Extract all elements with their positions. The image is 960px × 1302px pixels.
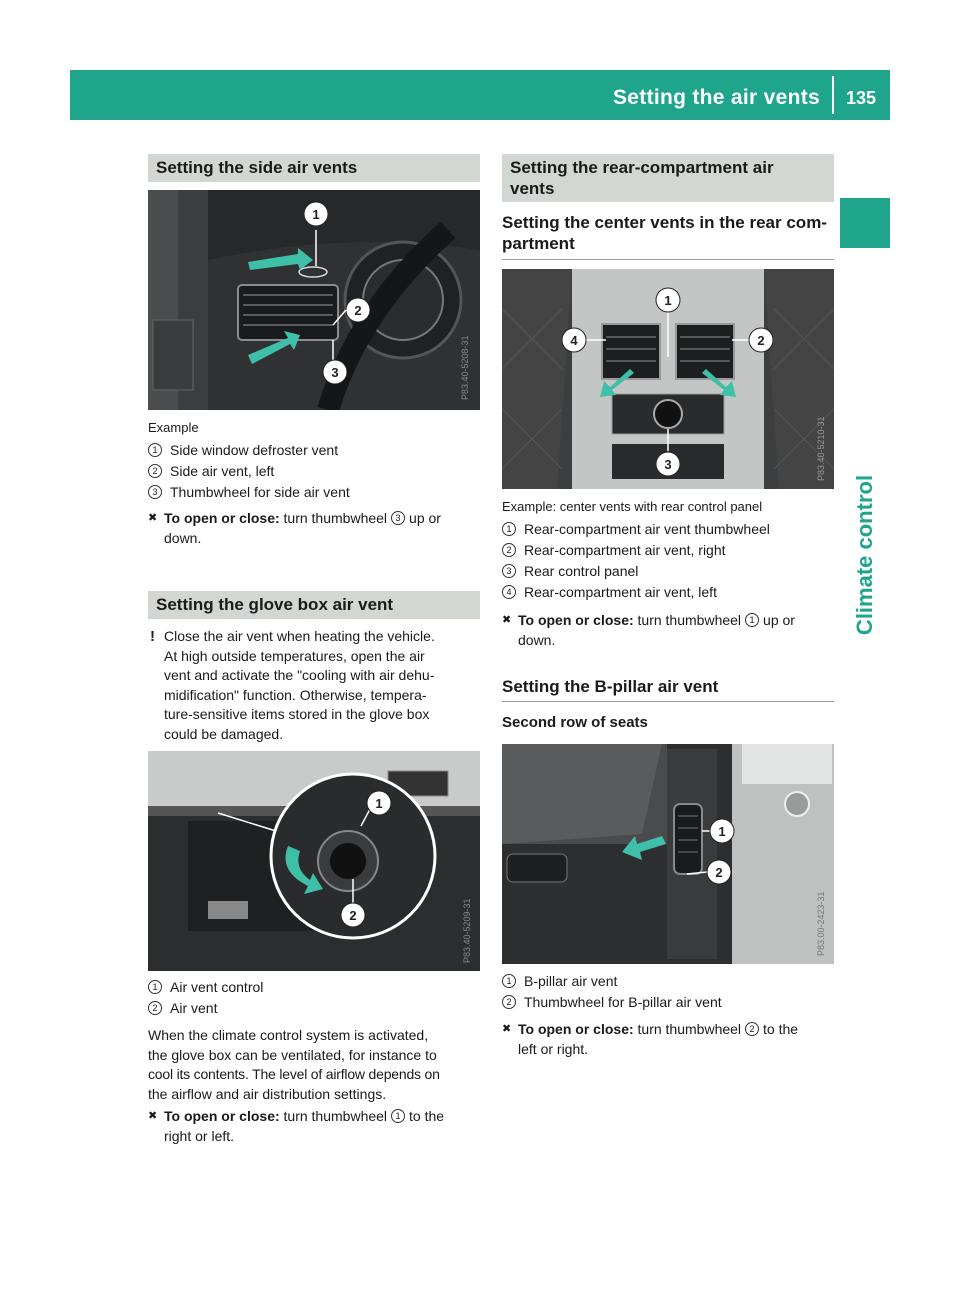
callout-number: 1	[148, 443, 162, 457]
svg-text:3: 3	[331, 365, 339, 380]
header-divider	[832, 76, 834, 114]
legend-text: Rear-compartment air vent, left	[524, 584, 717, 600]
chapter-label: Climate control	[852, 474, 877, 636]
callout-number: 1	[391, 1109, 405, 1123]
svg-text:2: 2	[715, 865, 723, 880]
subsection-heading: Setting the B-pillar air vent	[502, 677, 719, 696]
warning-icon: !	[150, 628, 155, 645]
svg-text:4: 4	[570, 333, 578, 348]
section-title: Setting the glove box air vent	[156, 595, 394, 614]
svg-text:1: 1	[375, 796, 383, 811]
photo-code: P83.40-5210-31	[816, 416, 826, 481]
callout-number: 4	[502, 585, 516, 599]
photo-code: P83.40-5208-31	[460, 335, 470, 400]
callout-number: 1	[502, 974, 516, 988]
legend-text: Thumbwheel for side air vent	[170, 484, 350, 500]
legend-item	[148, 461, 480, 482]
svg-text:2: 2	[354, 303, 362, 318]
legend-text: Thumbwheel for B-pillar air vent	[524, 994, 722, 1010]
b-pillar-vent-photo	[502, 744, 834, 964]
callout-number: 1	[745, 613, 759, 627]
instruction-arrow-icon: ✖	[148, 1110, 158, 1122]
legend-item	[502, 519, 834, 540]
legend-item	[148, 440, 480, 461]
instruction-label: To open or close:	[164, 1108, 280, 1124]
rear-vents-legend	[502, 519, 834, 603]
subsection-label: Second row of seats	[502, 714, 648, 731]
chapter-tab-marker	[840, 198, 890, 248]
legend-item	[502, 540, 834, 561]
instruction-arrow-icon: ✖	[502, 614, 512, 626]
svg-text:1: 1	[664, 293, 672, 308]
instruction-arrow-icon: ✖	[502, 1023, 512, 1035]
legend-text: Side window defroster vent	[170, 442, 339, 458]
legend-text: Rear-compartment air vent, right	[524, 542, 726, 558]
callout-number: 3	[502, 564, 516, 578]
instruction-label: To open or close:	[518, 1021, 634, 1037]
legend-item	[148, 482, 480, 503]
legend-item	[148, 998, 480, 1019]
svg-text:1: 1	[312, 207, 320, 222]
section-title: Setting the rear-compartment air vents	[510, 158, 774, 198]
glove-box-description: When the climate control system is activated, the glove box can be ventilated, for instance to cool its contents. The level of airflow depends on the airflow and air distribution settings.	[148, 1027, 440, 1102]
instruction-label: To open or close:	[518, 612, 634, 628]
b-pillar-instruction: ✖ To open or close: turn thumbwheel 2 to the left or right.	[502, 1021, 799, 1057]
legend-item	[502, 992, 834, 1013]
instruction-arrow-icon: ✖	[148, 512, 158, 524]
callout-number: 2	[745, 1022, 759, 1036]
svg-text:2: 2	[757, 333, 765, 348]
legend-text: Air vent	[170, 1000, 218, 1016]
page-title: Setting the air vents	[612, 86, 820, 109]
instruction-label: To open or close:	[164, 510, 280, 526]
page-number: 135	[846, 88, 877, 108]
side-air-vents-photo	[148, 190, 480, 410]
legend-item	[502, 971, 834, 992]
callout-number: 1	[148, 980, 162, 994]
legend-text: Side air vent, left	[170, 463, 275, 479]
b-pillar-legend	[502, 971, 834, 1013]
glove-box-warning: ! Close the air vent when heating the vehicle. At high outside temperatures, open the air vent and activate the "cooling with air dehu- midification" function. Otherwise, tempera- ture-sensitive items stored in the glove box could be damaged.	[150, 628, 435, 742]
photo-code: P83.00-2423-31	[816, 891, 826, 956]
section-title: Setting the side air vents	[156, 158, 358, 177]
svg-text:3: 3	[664, 457, 672, 472]
legend-text: Rear-compartment air vent thumbwheel	[524, 521, 770, 537]
heading-rule	[502, 259, 834, 260]
subsection-heading: Setting the center vents in the rear com- partment	[502, 213, 827, 253]
figure-caption: Example	[148, 420, 199, 435]
glove-box-legend	[148, 977, 480, 1019]
section-rear-vents-header	[502, 154, 834, 202]
legend-text: B-pillar air vent	[524, 973, 618, 989]
legend-text: Rear control panel	[524, 563, 639, 579]
svg-text:1: 1	[718, 824, 726, 839]
callout-number: 2	[502, 995, 516, 1009]
callout-number: 2	[148, 1001, 162, 1015]
callout-number: 2	[502, 543, 516, 557]
side-vents-instruction: ✖ To open or close: turn thumbwheel 3 up or down.	[148, 510, 441, 546]
legend-item	[502, 561, 834, 582]
callout-number: 3	[148, 485, 162, 499]
glove-box-instruction: ✖ To open or close: turn thumbwheel 1 to the right or left.	[148, 1108, 445, 1144]
figure-caption: Example: center vents with rear control panel	[502, 499, 763, 514]
heading-rule	[502, 701, 834, 702]
callout-number: 1	[502, 522, 516, 536]
rear-vents-instruction: ✖ To open or close: turn thumbwheel 1 up or down.	[502, 612, 795, 648]
legend-text: Air vent control	[170, 979, 264, 995]
rear-center-vents-photo	[502, 269, 834, 489]
callout-number: 3	[391, 511, 405, 525]
section-side-vents-header	[148, 154, 480, 182]
glove-box-vent-photo	[148, 751, 480, 971]
legend-item	[502, 582, 834, 603]
side-vents-legend	[148, 440, 480, 503]
legend-item	[148, 977, 480, 998]
section-glove-box-header	[148, 591, 480, 619]
photo-code: P83.40-5209-31	[462, 898, 472, 963]
svg-text:2: 2	[349, 908, 357, 923]
callout-number: 2	[148, 464, 162, 478]
